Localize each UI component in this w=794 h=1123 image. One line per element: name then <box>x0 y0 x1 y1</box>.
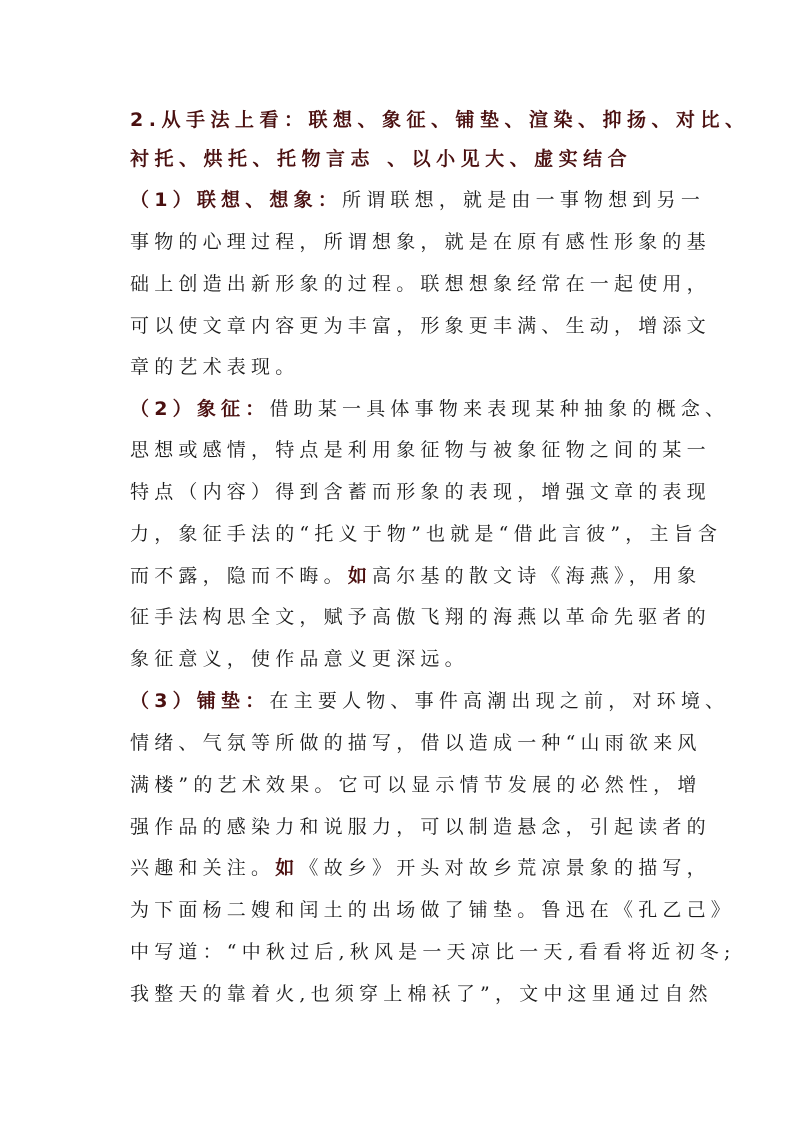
item-2-line-2: 思想或感情，特点是利用象征物与被象征物之间的某一 <box>130 439 711 461</box>
item-3-label: （3）铺垫： <box>130 690 270 712</box>
item-3-line-1 <box>130 689 729 713</box>
item-2-label: （2）象征： <box>130 398 270 420</box>
item-1-line-5: 章的艺术表现。 <box>130 356 300 378</box>
item-2-text: 借助某一具体事物来表现某种抽象的概念、 <box>269 398 730 420</box>
item-2-line-1 <box>130 397 729 421</box>
item-1-text: 所谓联想，就是由一事物想到另一 <box>342 189 706 211</box>
section-heading-line-1: 2.从手法上看：联想、象征、铺垫、渲染、抑扬、对比、 <box>130 109 750 131</box>
item-3-text-b: 《故乡》开头对故乡荒凉景象的描写， <box>299 857 711 879</box>
item-1-line-3: 础上创造出新形象的过程。联想想象经常在一起使用， <box>130 273 711 295</box>
item-3-line-8: 我整天的靠着火,也须穿上棉袄了”，文中这里通过自然 <box>130 983 713 1005</box>
item-1-line-2: 事物的心理过程，所谓想象，就是在原有感性形象的基 <box>130 231 711 253</box>
item-1-line-1 <box>130 188 705 212</box>
item-2-line-4: 力，象征手法的“托义于物”也就是“借此言彼”，主旨含 <box>130 523 723 545</box>
item-3-line-6: 为下面杨二嫂和闰土的出场做了铺垫。鲁迅在《孔乙己》 <box>130 899 736 921</box>
item-3-line-5 <box>130 856 711 880</box>
item-2-line-7: 象征意义，使作品意义更深远。 <box>130 648 469 670</box>
item-3-line-4: 强作品的感染力和说服力，可以制造悬念，引起读者的 <box>130 816 711 838</box>
item-3-example-marker: 如 <box>275 857 300 879</box>
item-3-line-2: 情绪、气氛等所做的描写，借以造成一种“山雨欲来风 <box>130 732 702 754</box>
item-2-text-a: 而不露，隐而不晦。 <box>130 565 348 587</box>
item-2-example-marker: 如 <box>347 565 373 587</box>
item-3-line-7: 中写道：“中秋过后,秋风是一天凉比一天,看看将近初冬; <box>130 941 736 963</box>
item-3-line-3: 满楼”的艺术效果。它可以显示情节发展的必然性，增 <box>130 774 702 796</box>
item-1-line-4: 可以使文章内容更为丰富，形象更丰满、生动，增添文 <box>130 315 711 337</box>
item-1-label: （1）联想、想象： <box>130 189 343 211</box>
item-2-text-b: 高尔基的散文诗《海燕》，用象 <box>372 565 702 587</box>
item-2-line-3: 特点（内容）得到含蓄而形象的表现，增强文章的表现 <box>130 481 711 503</box>
item-3-text: 在主要人物、事件高潮出现之前，对环境、 <box>269 690 730 712</box>
item-3-text-a: 兴趣和关注。 <box>130 857 276 879</box>
item-2-line-5 <box>130 564 701 588</box>
item-2-line-6: 征手法构思全文，赋予高傲飞翔的海燕以革命先驱者的 <box>130 606 711 628</box>
section-heading-line-2: 衬托、烘托、托物言志 、以小见大、虚实结合 <box>130 148 633 170</box>
